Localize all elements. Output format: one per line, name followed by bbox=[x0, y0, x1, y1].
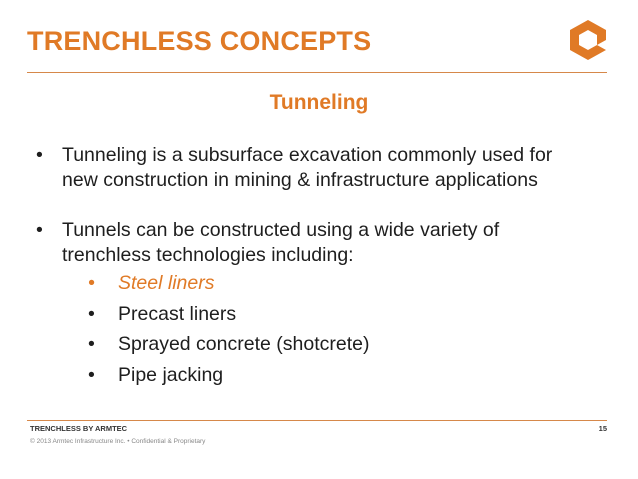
footer-divider bbox=[27, 420, 607, 421]
bullet-item bbox=[30, 143, 620, 193]
bullet-line: trenchless technologies including: bbox=[62, 244, 354, 266]
sub-bullet-text: Pipe jacking bbox=[118, 363, 224, 386]
sub-bullet-item bbox=[30, 360, 620, 391]
bullet-list bbox=[30, 143, 620, 390]
page-number: 15 bbox=[598, 424, 607, 433]
bullet-marker: • bbox=[36, 144, 43, 166]
sub-bullet-text: Sprayed concrete (shotcrete) bbox=[118, 333, 370, 355]
header-divider bbox=[27, 72, 607, 73]
sub-bullet-text: Precast liners bbox=[118, 302, 237, 325]
bullet-line: Tunneling is a subsurface excavation commonly used for bbox=[62, 144, 553, 166]
sub-bullet-item bbox=[30, 268, 620, 299]
footer-brand: TRENCHLESS BY ARMTEC bbox=[30, 424, 128, 433]
sub-bullet-item bbox=[30, 329, 620, 360]
bullet-line: new construction in mining & infrastructure applications bbox=[62, 169, 538, 191]
sub-bullet-marker: • bbox=[88, 272, 95, 294]
slide-title: TRENCHLESS CONCEPTS bbox=[27, 26, 372, 56]
sub-bullet-item bbox=[30, 299, 620, 330]
sub-bullet-marker: • bbox=[88, 302, 95, 325]
sub-bullet-text: Steel liners bbox=[118, 272, 215, 294]
armtec-hexagon-logo-icon bbox=[566, 18, 610, 62]
bullet-line: Tunnels can be constructed using a wide variety of bbox=[62, 219, 500, 241]
bullet-item bbox=[30, 218, 620, 268]
sub-bullet-marker: • bbox=[88, 333, 95, 355]
bullet-marker: • bbox=[36, 219, 43, 241]
slide-subtitle: Tunneling bbox=[269, 91, 369, 114]
sub-bullet-marker: • bbox=[88, 363, 95, 386]
copyright-notice: © 2013 Armtec Infrastructure Inc. • Confidential & Proprietary bbox=[30, 438, 206, 445]
